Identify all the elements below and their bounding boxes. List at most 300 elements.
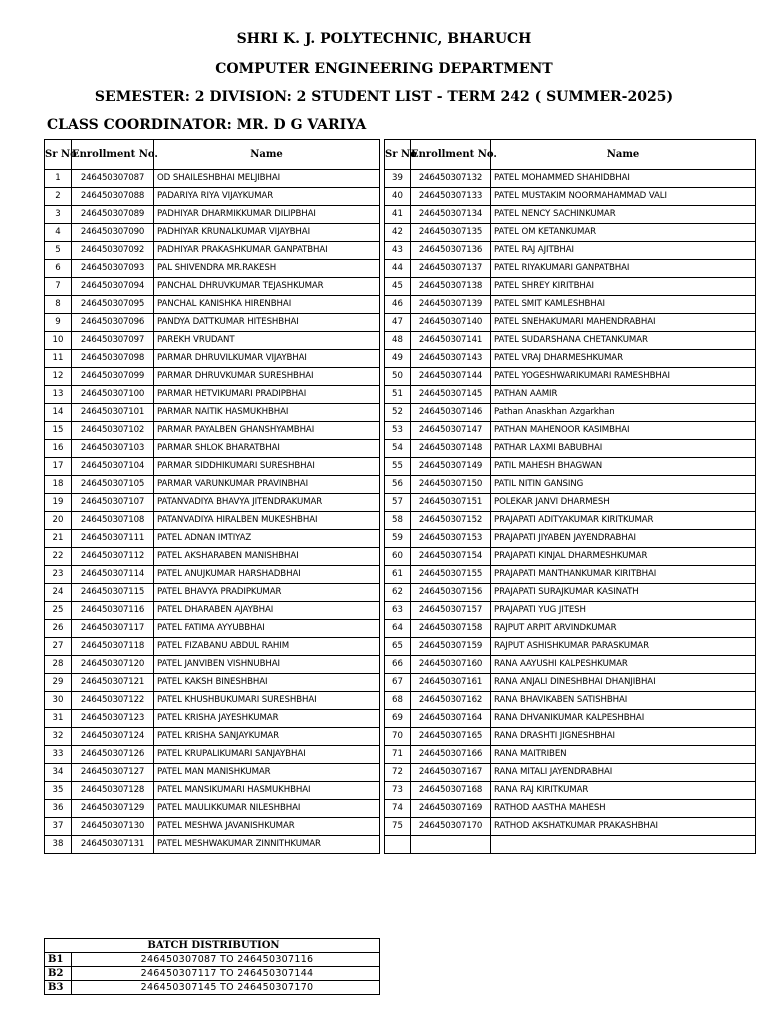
col-header-enrollment: Enrollment No. xyxy=(411,140,491,170)
name-cell: RANA BHAVIKABEN SATISHBHAI xyxy=(491,692,756,710)
name-cell: PATEL BHAVYA PRADIPKUMAR xyxy=(154,584,380,602)
name-cell: PATEL RIYAKUMARI GANPATBHAI xyxy=(491,260,756,278)
enrollment-cell: 246450307145 xyxy=(411,386,491,404)
sr-cell: 39 xyxy=(385,170,411,188)
enrollment-cell: 246450307169 xyxy=(411,800,491,818)
table-row xyxy=(385,350,756,368)
name-cell: PANDYA DATTKUMAR HITESHBHAI xyxy=(154,314,380,332)
name-cell: PATEL MUSTAKIM NOORMAHAMMAD VALI xyxy=(491,188,756,206)
name-cell: Pathan Anaskhan Azgarkhan xyxy=(491,404,756,422)
table-row xyxy=(385,170,756,188)
name-cell: PARMAR SIDDHIKUMARI SURESHBHAI xyxy=(154,458,380,476)
sr-cell: 71 xyxy=(385,746,411,764)
name-cell: PATIL NITIN GANSING xyxy=(491,476,756,494)
enrollment-cell: 246450307121 xyxy=(72,674,154,692)
sr-cell: 14 xyxy=(45,404,72,422)
sr-cell: 21 xyxy=(45,530,72,548)
sr-cell: 61 xyxy=(385,566,411,584)
name-cell: PATEL RAJ AJITBHAI xyxy=(491,242,756,260)
table-row xyxy=(385,782,756,800)
name-cell: PATEL MAULIKKUMAR NILESHBHAI xyxy=(154,800,380,818)
name-cell: PATEL KRISHA SANJAYKUMAR xyxy=(154,728,380,746)
name-cell: PATEL KRUPALIKUMARI SANJAYBHAI xyxy=(154,746,380,764)
enrollment-cell: 246450307151 xyxy=(411,494,491,512)
table-row xyxy=(385,836,756,854)
enrollment-cell: 246450307135 xyxy=(411,224,491,242)
sr-cell: 48 xyxy=(385,332,411,350)
sr-cell: 4 xyxy=(45,224,72,242)
enrollment-cell: 246450307096 xyxy=(72,314,154,332)
enrollment-cell: 246450307092 xyxy=(72,242,154,260)
table-row xyxy=(385,260,756,278)
name-cell: PARMAR VARUNKUMAR PRAVINBHAI xyxy=(154,476,380,494)
sr-cell: 70 xyxy=(385,728,411,746)
table-row xyxy=(45,170,380,188)
sr-cell: 52 xyxy=(385,404,411,422)
sr-cell: 68 xyxy=(385,692,411,710)
sr-cell: 45 xyxy=(385,278,411,296)
sr-cell: 59 xyxy=(385,530,411,548)
sr-cell: 63 xyxy=(385,602,411,620)
name-cell: RANA RAJ KIRITKUMAR xyxy=(491,782,756,800)
enrollment-cell: 246450307158 xyxy=(411,620,491,638)
sr-cell: 44 xyxy=(385,260,411,278)
institute-title: SHRI K. J. POLYTECHNIC, BHARUCH xyxy=(236,31,532,47)
name-cell: RATHOD AASTHA MAHESH xyxy=(491,800,756,818)
table-row xyxy=(45,476,380,494)
enrollment-cell xyxy=(411,836,491,854)
table-row xyxy=(45,638,380,656)
sr-cell: 10 xyxy=(45,332,72,350)
name-cell: PANCHAL KANISHKA HIRENBHAI xyxy=(154,296,380,314)
sr-cell: 60 xyxy=(385,548,411,566)
enrollment-cell: 246450307088 xyxy=(72,188,154,206)
table-row xyxy=(385,404,756,422)
name-cell: RAJPUT ARPIT ARVINDKUMAR xyxy=(491,620,756,638)
name-cell: PRAJAPATI MANTHANKUMAR KIRITBHAI xyxy=(491,566,756,584)
enrollment-cell: 246450307116 xyxy=(72,602,154,620)
name-cell: PARMAR NAITIK HASMUKHBHAI xyxy=(154,404,380,422)
enrollment-cell: 246450307094 xyxy=(72,278,154,296)
enrollment-cell: 246450307138 xyxy=(411,278,491,296)
enrollment-cell: 246450307104 xyxy=(72,458,154,476)
enrollment-cell: 246450307102 xyxy=(72,422,154,440)
name-cell: PATEL ADNAN IMTIYAZ xyxy=(154,530,380,548)
sr-cell: 42 xyxy=(385,224,411,242)
sr-cell: 18 xyxy=(45,476,72,494)
student-table-right xyxy=(384,139,756,854)
name-cell: PRAJAPATI KINJAL DHARMESHKUMAR xyxy=(491,548,756,566)
sr-cell: 51 xyxy=(385,386,411,404)
name-cell: PATHAN MAHENOOR KASIMBHAI xyxy=(491,422,756,440)
name-cell: PATHAN AAMIR xyxy=(491,386,756,404)
enrollment-cell: 246450307105 xyxy=(72,476,154,494)
sr-cell: 25 xyxy=(45,602,72,620)
table-row xyxy=(385,332,756,350)
sr-cell: 49 xyxy=(385,350,411,368)
batch-range: 246450307145 TO 246450307170 xyxy=(72,981,380,995)
batch-distribution-table xyxy=(44,938,380,995)
table-row xyxy=(385,242,756,260)
name-cell: PARMAR DHRUVILKUMAR VIJAYBHAI xyxy=(154,350,380,368)
enrollment-cell: 246450307148 xyxy=(411,440,491,458)
sr-cell: 50 xyxy=(385,368,411,386)
enrollment-cell: 246450307167 xyxy=(411,764,491,782)
sr-cell: 34 xyxy=(45,764,72,782)
name-cell: PARMAR PAYALBEN GHANSHYAMBHAI xyxy=(154,422,380,440)
sr-cell: 67 xyxy=(385,674,411,692)
sr-cell: 74 xyxy=(385,800,411,818)
table-row xyxy=(385,818,756,836)
name-cell: PAL SHIVENDRA MR.RAKESH xyxy=(154,260,380,278)
name-cell: PATANVADIYA HIRALBEN MUKESHBHAI xyxy=(154,512,380,530)
enrollment-cell: 246450307131 xyxy=(72,836,154,854)
name-cell: PADHIYAR KRUNALKUMAR VIJAYBHAI xyxy=(154,224,380,242)
enrollment-cell: 246450307168 xyxy=(411,782,491,800)
enrollment-cell: 246450307101 xyxy=(72,404,154,422)
table-row xyxy=(385,728,756,746)
enrollment-cell: 246450307136 xyxy=(411,242,491,260)
table-row xyxy=(385,224,756,242)
table-row xyxy=(45,278,380,296)
sr-cell: 5 xyxy=(45,242,72,260)
enrollment-cell: 246450307108 xyxy=(72,512,154,530)
name-cell: RAJPUT ASHISHKUMAR PARASKUMAR xyxy=(491,638,756,656)
enrollment-cell: 246450307087 xyxy=(72,170,154,188)
name-cell: PATEL SNEHAKUMARI MAHENDRABHAI xyxy=(491,314,756,332)
enrollment-cell: 246450307122 xyxy=(72,692,154,710)
batch-label: B2 xyxy=(45,967,72,981)
sr-cell: 2 xyxy=(45,188,72,206)
sr-cell xyxy=(385,836,411,854)
name-cell: PARMAR HETVIKUMARI PRADIPBHAI xyxy=(154,386,380,404)
name-cell: RANA MITALI JAYENDRABHAI xyxy=(491,764,756,782)
enrollment-cell: 246450307126 xyxy=(72,746,154,764)
name-cell: PATEL MESHWA JAVANISHKUMAR xyxy=(154,818,380,836)
enrollment-cell: 246450307161 xyxy=(411,674,491,692)
student-table-left xyxy=(44,139,380,854)
table-row xyxy=(45,314,380,332)
table-row xyxy=(45,674,380,692)
table-row xyxy=(45,818,380,836)
enrollment-cell: 246450307107 xyxy=(72,494,154,512)
name-cell: PATEL OM KETANKUMAR xyxy=(491,224,756,242)
enrollment-cell: 246450307137 xyxy=(411,260,491,278)
sr-cell: 13 xyxy=(45,386,72,404)
enrollment-cell: 246450307152 xyxy=(411,512,491,530)
name-cell: RANA ANJALI DINESHBHAI DHANJIBHAI xyxy=(491,674,756,692)
enrollment-cell: 246450307130 xyxy=(72,818,154,836)
table-row xyxy=(45,746,380,764)
name-cell: PATEL KHUSHBUKUMARI SURESHBHAI xyxy=(154,692,380,710)
enrollment-cell: 246450307166 xyxy=(411,746,491,764)
enrollment-cell: 246450307155 xyxy=(411,566,491,584)
sr-cell: 72 xyxy=(385,764,411,782)
sr-cell: 43 xyxy=(385,242,411,260)
name-cell: PATEL AKSHARABEN MANISHBHAI xyxy=(154,548,380,566)
list-title: SEMESTER: 2 DIVISION: 2 STUDENT LIST - TERM 242 ( SUMMER-2025) xyxy=(94,89,674,105)
table-row xyxy=(385,566,756,584)
table-header-row xyxy=(385,140,756,170)
enrollment-cell: 246450307127 xyxy=(72,764,154,782)
enrollment-cell: 246450307114 xyxy=(72,566,154,584)
enrollment-cell: 246450307141 xyxy=(411,332,491,350)
sr-cell: 23 xyxy=(45,566,72,584)
batch-label: B1 xyxy=(45,953,72,967)
name-cell: PATEL YOGESHWARIKUMARI RAMESHBHAI xyxy=(491,368,756,386)
enrollment-cell: 246450307134 xyxy=(411,206,491,224)
sr-cell: 30 xyxy=(45,692,72,710)
name-cell: PRAJAPATI JIYABEN JAYENDRABHAI xyxy=(491,530,756,548)
sr-cell: 38 xyxy=(45,836,72,854)
name-cell: PATHAR LAXMI BABUBHAI xyxy=(491,440,756,458)
name-cell: PATEL FATIMA AYYUBBHAI xyxy=(154,620,380,638)
name-cell: PATEL VRAJ DHARMESHKUMAR xyxy=(491,350,756,368)
table-row xyxy=(45,566,380,584)
name-cell: PATEL NENCY SACHINKUMAR xyxy=(491,206,756,224)
enrollment-cell: 246450307098 xyxy=(72,350,154,368)
table-row xyxy=(385,530,756,548)
sr-cell: 64 xyxy=(385,620,411,638)
enrollment-cell: 246450307160 xyxy=(411,656,491,674)
name-cell: PATEL FIZABANU ABDUL RAHIM xyxy=(154,638,380,656)
sr-cell: 22 xyxy=(45,548,72,566)
col-header-name: Name xyxy=(154,140,380,170)
enrollment-cell: 246450307129 xyxy=(72,800,154,818)
name-cell: PADARIYA RIYA VIJAYKUMAR xyxy=(154,188,380,206)
sr-cell: 46 xyxy=(385,296,411,314)
enrollment-cell: 246450307162 xyxy=(411,692,491,710)
table-row xyxy=(45,656,380,674)
sr-cell: 26 xyxy=(45,620,72,638)
sr-cell: 57 xyxy=(385,494,411,512)
table-row xyxy=(45,458,380,476)
col-header-enrollment: Enrollment No. xyxy=(72,140,154,170)
table-row xyxy=(45,710,380,728)
sr-cell: 55 xyxy=(385,458,411,476)
name-cell: PATEL MOHAMMED SHAHIDBHAI xyxy=(491,170,756,188)
table-row xyxy=(45,242,380,260)
enrollment-cell: 246450307159 xyxy=(411,638,491,656)
enrollment-cell: 246450307150 xyxy=(411,476,491,494)
sr-cell: 3 xyxy=(45,206,72,224)
table-row xyxy=(385,710,756,728)
table-row xyxy=(385,638,756,656)
batch-title: BATCH DISTRIBUTION xyxy=(45,939,380,953)
enrollment-cell: 246450307093 xyxy=(72,260,154,278)
enrollment-cell: 246450307120 xyxy=(72,656,154,674)
sr-cell: 20 xyxy=(45,512,72,530)
name-cell: PATEL KRISHA JAYESHKUMAR xyxy=(154,710,380,728)
sr-cell: 35 xyxy=(45,782,72,800)
sr-cell: 9 xyxy=(45,314,72,332)
enrollment-cell: 246450307140 xyxy=(411,314,491,332)
table-row xyxy=(385,800,756,818)
table-row xyxy=(385,386,756,404)
sr-cell: 75 xyxy=(385,818,411,836)
enrollment-cell: 246450307132 xyxy=(411,170,491,188)
name-cell: PATEL SMIT KAMLESHBHAI xyxy=(491,296,756,314)
table-row xyxy=(385,674,756,692)
name-cell: PADHIYAR PRAKASHKUMAR GANPATBHAI xyxy=(154,242,380,260)
table-row xyxy=(45,764,380,782)
table-row xyxy=(385,206,756,224)
enrollment-cell: 246450307124 xyxy=(72,728,154,746)
sr-cell: 41 xyxy=(385,206,411,224)
enrollment-cell: 246450307128 xyxy=(72,782,154,800)
table-row xyxy=(385,188,756,206)
table-row xyxy=(385,584,756,602)
sr-cell: 15 xyxy=(45,422,72,440)
batch-row xyxy=(45,981,380,995)
sr-cell: 62 xyxy=(385,584,411,602)
enrollment-cell: 246450307165 xyxy=(411,728,491,746)
enrollment-cell: 246450307144 xyxy=(411,368,491,386)
col-header-sr: Sr No xyxy=(45,140,72,170)
sr-cell: 69 xyxy=(385,710,411,728)
enrollment-cell: 246450307100 xyxy=(72,386,154,404)
enrollment-cell: 246450307103 xyxy=(72,440,154,458)
name-cell: PATEL ANUJKUMAR HARSHADBHAI xyxy=(154,566,380,584)
table-row xyxy=(45,620,380,638)
table-row xyxy=(45,728,380,746)
name-cell: PARMAR SHLOK BHARATBHAI xyxy=(154,440,380,458)
enrollment-cell: 246450307099 xyxy=(72,368,154,386)
enrollment-cell: 246450307123 xyxy=(72,710,154,728)
table-row xyxy=(45,260,380,278)
sr-cell: 31 xyxy=(45,710,72,728)
sr-cell: 16 xyxy=(45,440,72,458)
sr-cell: 8 xyxy=(45,296,72,314)
sr-cell: 66 xyxy=(385,656,411,674)
name-cell: RANA DHVANIKUMAR KALPESHBHAI xyxy=(491,710,756,728)
name-cell: RANA AAYUSHI KALPESHKUMAR xyxy=(491,656,756,674)
table-row xyxy=(45,188,380,206)
col-header-name: Name xyxy=(491,140,756,170)
sr-cell: 58 xyxy=(385,512,411,530)
sr-cell: 29 xyxy=(45,674,72,692)
enrollment-cell: 246450307117 xyxy=(72,620,154,638)
sr-cell: 32 xyxy=(45,728,72,746)
enrollment-cell: 246450307112 xyxy=(72,548,154,566)
name-cell: PRAJAPATI SURAJKUMAR KASINATH xyxy=(491,584,756,602)
table-row xyxy=(45,494,380,512)
table-row xyxy=(45,332,380,350)
table-row xyxy=(385,368,756,386)
sr-cell: 1 xyxy=(45,170,72,188)
sr-cell: 53 xyxy=(385,422,411,440)
enrollment-cell: 246450307164 xyxy=(411,710,491,728)
enrollment-cell: 246450307133 xyxy=(411,188,491,206)
enrollment-cell: 246450307154 xyxy=(411,548,491,566)
sr-cell: 37 xyxy=(45,818,72,836)
name-cell: PATEL KAKSH BINESHBHAI xyxy=(154,674,380,692)
name-cell: PATEL MESHWAKUMAR ZINNITHKUMAR xyxy=(154,836,380,854)
sr-cell: 28 xyxy=(45,656,72,674)
table-row xyxy=(385,422,756,440)
table-row xyxy=(385,746,756,764)
table-row xyxy=(45,386,380,404)
sr-cell: 19 xyxy=(45,494,72,512)
enrollment-cell: 246450307147 xyxy=(411,422,491,440)
table-row xyxy=(45,530,380,548)
table-row xyxy=(45,692,380,710)
sr-cell: 36 xyxy=(45,800,72,818)
sr-cell: 56 xyxy=(385,476,411,494)
batch-range: 246450307087 TO 246450307116 xyxy=(72,953,380,967)
name-cell: PRAJAPATI ADITYAKUMAR KIRITKUMAR xyxy=(491,512,756,530)
table-row xyxy=(45,422,380,440)
sr-cell: 17 xyxy=(45,458,72,476)
sr-cell: 47 xyxy=(385,314,411,332)
name-cell: PAREKH VRUDANT xyxy=(154,332,380,350)
name-cell: PATEL DHARABEN AJAYBHAI xyxy=(154,602,380,620)
sr-cell: 24 xyxy=(45,584,72,602)
enrollment-cell: 246450307090 xyxy=(72,224,154,242)
batch-row xyxy=(45,967,380,981)
enrollment-cell: 246450307149 xyxy=(411,458,491,476)
table-row xyxy=(45,296,380,314)
sr-cell: 11 xyxy=(45,350,72,368)
table-row xyxy=(385,602,756,620)
col-header-sr: Sr No xyxy=(385,140,411,170)
name-cell: PARMAR DHRUVKUMAR SURESHBHAI xyxy=(154,368,380,386)
table-row xyxy=(385,512,756,530)
table-row xyxy=(45,512,380,530)
table-header-row xyxy=(45,140,380,170)
table-row xyxy=(385,620,756,638)
class-coordinator: CLASS COORDINATOR: MR. D G VARIYA xyxy=(47,117,367,133)
name-cell: PRAJAPATI YUG JITESH xyxy=(491,602,756,620)
enrollment-cell: 246450307095 xyxy=(72,296,154,314)
batch-row xyxy=(45,953,380,967)
name-cell: PATEL SHREY KIRITBHAI xyxy=(491,278,756,296)
table-row xyxy=(385,764,756,782)
sr-cell: 65 xyxy=(385,638,411,656)
name-cell: PATANVADIYA BHAVYA JITENDRAKUMAR xyxy=(154,494,380,512)
sr-cell: 12 xyxy=(45,368,72,386)
batch-header-row xyxy=(45,939,380,953)
department-title: COMPUTER ENGINEERING DEPARTMENT xyxy=(215,61,553,77)
enrollment-cell: 246450307170 xyxy=(411,818,491,836)
sr-cell: 33 xyxy=(45,746,72,764)
name-cell: RANA DRASHTI JIGNESHBHAI xyxy=(491,728,756,746)
table-row xyxy=(45,602,380,620)
table-row xyxy=(45,368,380,386)
table-row xyxy=(45,404,380,422)
name-cell: RANA MAITRIBEN xyxy=(491,746,756,764)
enrollment-cell: 246450307118 xyxy=(72,638,154,656)
table-row xyxy=(45,800,380,818)
table-row xyxy=(45,584,380,602)
sr-cell: 40 xyxy=(385,188,411,206)
name-cell: PATEL MAN MANISHKUMAR xyxy=(154,764,380,782)
enrollment-cell: 246450307146 xyxy=(411,404,491,422)
enrollment-cell: 246450307097 xyxy=(72,332,154,350)
name-cell xyxy=(491,836,756,854)
table-row xyxy=(385,656,756,674)
enrollment-cell: 246450307156 xyxy=(411,584,491,602)
table-row xyxy=(45,836,380,854)
name-cell: PATIL MAHESH BHAGWAN xyxy=(491,458,756,476)
table-row xyxy=(385,440,756,458)
name-cell: POLEKAR JANVI DHARMESH xyxy=(491,494,756,512)
table-row xyxy=(45,206,380,224)
name-cell: PATEL SUDARSHANA CHETANKUMAR xyxy=(491,332,756,350)
table-row xyxy=(45,224,380,242)
sr-cell: 7 xyxy=(45,278,72,296)
enrollment-cell: 246450307089 xyxy=(72,206,154,224)
